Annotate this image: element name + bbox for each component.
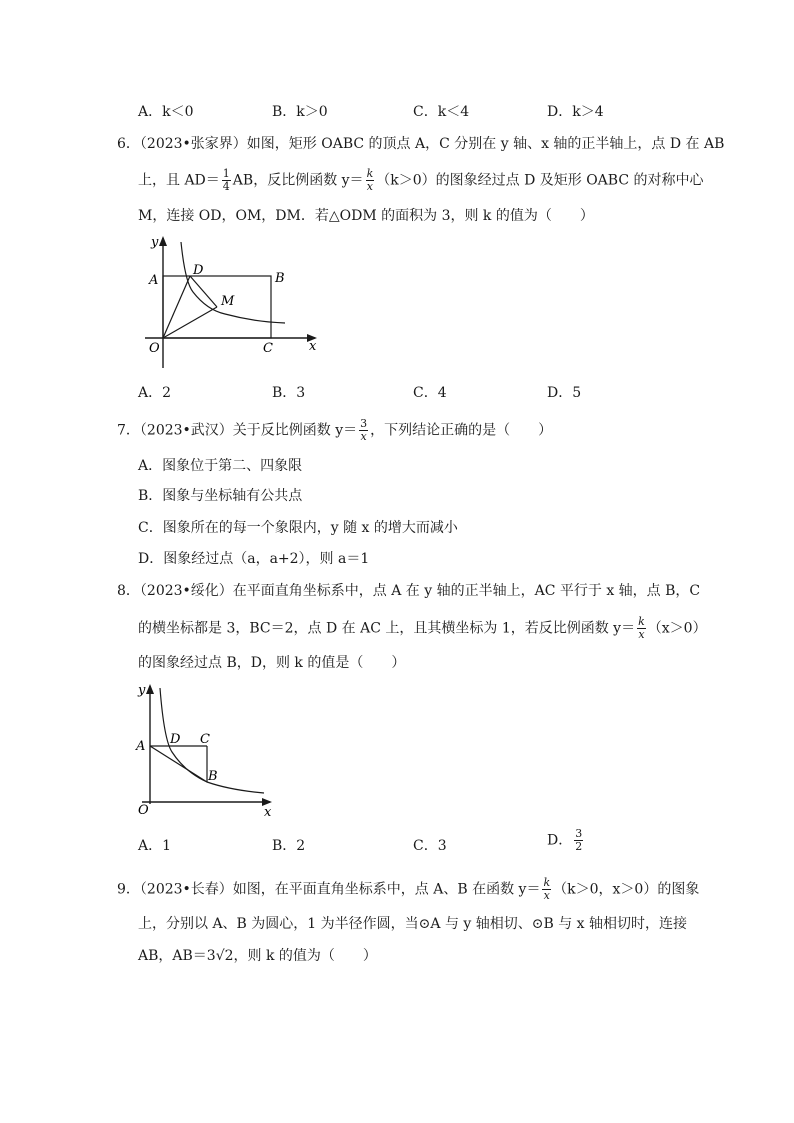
- q7-option-b: B．图象与坐标轴有公共点: [138, 488, 303, 504]
- q8-option-d-prefix: D．: [547, 832, 573, 849]
- q9-stem-line2: 上，分别以 A、B 为圆心，1 为半径作圆，当⊙A 与 y 轴相切、⊙B 与 x 轴相切时，连接: [138, 916, 688, 932]
- q8-option-c: C．3: [413, 838, 447, 854]
- q8-line2-a: 的横坐标都是 3，BC＝2，点 D 在 AC 上，且其横坐标为 1，若反比例函数 y＝: [138, 620, 636, 637]
- q6-label-o: O: [149, 341, 160, 356]
- q7-option-c: C．图象所在的每一个象限内，y 随 x 的增大而减小: [138, 520, 458, 536]
- q6-stem-line1: 6．（2023•张家界）如图，矩形 OABC 的顶点 A，C 分别在 y 轴、x 轴的正半轴上，点 D 在 AB: [117, 136, 725, 152]
- q6-option-a: A．2: [138, 385, 172, 401]
- q8-option-a: A．1: [138, 838, 172, 854]
- q6-label-y: y: [151, 235, 159, 250]
- q6-fraction-k-over-x: $\frac{k}{x}$: [366, 167, 374, 193]
- q7-stem-a: 7．（2023•武汉）关于反比例函数 y＝: [117, 422, 358, 439]
- q6-label-x: x: [309, 339, 317, 354]
- q5-option-b: B．k＞0: [272, 104, 328, 120]
- q6-option-d: D．5: [547, 385, 582, 401]
- q8-segment-ab: [150, 746, 207, 782]
- q6-line2-b: AB，反比例函数 y＝: [232, 172, 364, 189]
- q8-option-b: B．2: [272, 838, 306, 854]
- q5-option-d: D．k＞4: [547, 104, 604, 120]
- q8-option-d: [547, 828, 585, 853]
- q7-option-a: A．图象位于第二、四象限: [138, 458, 303, 474]
- q8-label-o: O: [138, 803, 149, 818]
- q9-stem-line1: [117, 877, 699, 902]
- q8-option-d-fraction: $\frac{3}{2}$: [575, 827, 583, 853]
- q6-hyperbola: [181, 242, 285, 323]
- q6-segment-od: [163, 276, 190, 338]
- q8-label-y: y: [138, 683, 146, 698]
- q8-line2-b: （x＞0）: [647, 620, 707, 637]
- q8-stem-line3: 的图象经过点 B，D，则 k 的值是（ ）: [138, 655, 406, 671]
- q7-stem: [117, 418, 552, 443]
- q7-fraction-3-over-x: $\frac{3}{x}$: [360, 417, 368, 443]
- q6-stem-line3: M，连接 OD，OM，DM．若△ODM 的面积为 3，则 k 的值为（ ）: [138, 208, 594, 224]
- q5-option-a: A．k＜0: [138, 104, 194, 120]
- q9-stem-line3: AB，AB＝3√2，则 k 的值为（ ）: [138, 948, 377, 964]
- q8-fraction-k-over-x: $\frac{k}{x}$: [638, 615, 645, 641]
- q8-label-b: B: [208, 769, 218, 784]
- q6-option-b: B．3: [272, 385, 306, 401]
- q6-line2-a: 上，且 AD＝: [138, 172, 220, 189]
- q6-y-arrow: [159, 236, 167, 246]
- q9-line1-b: （k＞0，x＞0）的图象: [553, 881, 700, 898]
- q6-segment-om: [163, 307, 217, 338]
- q6-option-c: C．4: [413, 385, 447, 401]
- q6-fraction-quarter: $\frac{1}{4}$: [222, 167, 230, 193]
- q5-option-c: C．k＜4: [413, 104, 470, 120]
- q6-label-b: B: [275, 271, 285, 286]
- q8-label-d: D: [170, 732, 181, 747]
- q8-stem-line2: [138, 616, 707, 641]
- q6-label-a: A: [149, 273, 159, 288]
- q6-label-m: M: [221, 294, 235, 309]
- q6-line2-c: （k＞0）的图象经过点 D 及矩形 OABC 的对称中心: [376, 172, 704, 189]
- q9-fraction-k-over-x: $\frac{k}{x}$: [543, 876, 551, 902]
- q8-stem-line1: 8．（2023•绥化）在平面直角坐标系中，点 A 在 y 轴的正半轴上，AC 平行于 x 轴，点 B，C: [117, 583, 701, 599]
- q6-stem-line2: [138, 168, 704, 193]
- q6-figure: [135, 232, 335, 372]
- q9-line1-a: 9．（2023•长春）如图，在平面直角坐标系中，点 A、B 在函数 y＝: [117, 881, 541, 898]
- q8-y-arrow: [146, 684, 154, 694]
- q6-label-c: C: [263, 341, 273, 356]
- q6-label-d: D: [193, 263, 204, 278]
- q8-figure: [130, 680, 280, 820]
- q7-option-d: D．图象经过点（a，a+2），则 a＝1: [138, 551, 370, 567]
- q8-label-x: x: [264, 805, 272, 820]
- q7-stem-b: ，下列结论正确的是（ ）: [370, 422, 553, 439]
- q8-label-a: A: [136, 739, 146, 754]
- q8-label-c: C: [200, 732, 210, 747]
